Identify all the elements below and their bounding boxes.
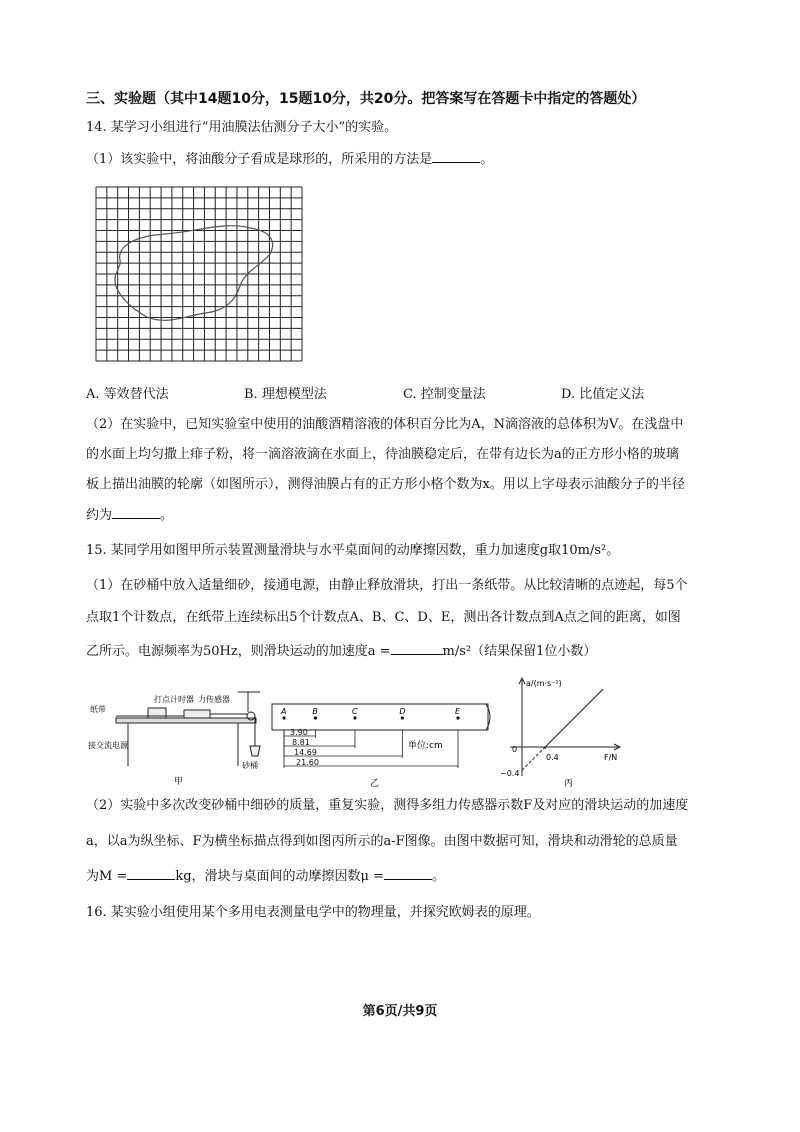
q14-part2-line-1: （2）在实验中，已知实验室中使用的油酸酒精溶液的体积百分比为A，N滴溶液的总体积为V。在浅盘中 [86, 417, 684, 432]
q15-part1-line-2: 点取1个计数点，在纸带上连续标出5个计数点A、B、C、D、E，测出各计数点到A点之间的距离，如图 [86, 610, 681, 625]
q14-part1-text: （1）该实验中，将油酸分子看成是球形的，所采用的方法是 [86, 152, 433, 167]
caption-yi: 乙 [370, 779, 380, 788]
q15-part2-last-prefix: 为M = [86, 869, 128, 884]
a-f-extrapolated-line [522, 747, 545, 770]
caption-bing: 丙 [564, 779, 574, 788]
q14-option-a: A. 等效替代法 [86, 387, 169, 402]
q14-part2-line-4 [86, 505, 173, 526]
q15-part1-line-1: （1）在砂桶中放入适量细砂，接通电源，由静止释放滑块，打出一条纸带。从比较清晰的点迹起，每5个 [86, 578, 688, 593]
q14-part2-line-2: 的水面上均匀撒上痱子粉，将一滴溶液滴在水面上，待油膜稳定后，在带有边长为a的正方形小格的玻璃 [86, 447, 679, 462]
q15-part2-line-1: （2）实验中多次改变砂桶中细砂的质量，重复实验，测得多组力传感器示数F及对应的滑块运动的加速度 [86, 798, 689, 813]
q15-part2-last-mid: kg，滑块与桌面间的动摩擦因数μ = [175, 869, 385, 884]
label-tape: 纸带 [90, 705, 106, 714]
tape-point [353, 716, 356, 719]
tape-point-label: A [281, 707, 287, 716]
q14-part2-line-3: 板上描出油膜的轮廓（如图所示），测得油膜占有的正方形小格个数为x。用以上字母表示油酸分子的半径 [86, 477, 685, 492]
q14-part2-end-suffix: 。 [160, 508, 174, 523]
q15-part2-line-3 [86, 866, 445, 887]
q14-option-b: B. 理想模型法 [244, 387, 327, 402]
label-timer: 打点计时器 [154, 695, 194, 704]
oil-film-grid-figure [95, 186, 303, 362]
label-sensor: 力传感器 [198, 695, 230, 704]
dim-value: 21.60 [296, 758, 319, 767]
tape-point-label: C [351, 707, 358, 716]
q14-part1-blank [432, 149, 480, 163]
q14-part2-end-prefix: 约为 [86, 508, 113, 523]
q15-part2-line-2: a，以a为纵坐标、F为横坐标描点得到如图丙所示的a-F图像。由图中数据可知，滑块和动滑轮的总质量 [86, 834, 678, 849]
q14-part1 [86, 149, 493, 170]
page-footer: 第6页/共9页 [362, 1004, 438, 1019]
tape-unit: 单位:cm [408, 741, 443, 751]
x-axis-label: F/N [604, 753, 618, 762]
y-axis-label: a/(m·s⁻²) [526, 679, 562, 688]
slider-block [184, 710, 210, 718]
y-intercept-label: −0.4 [500, 769, 520, 778]
figure-yi-paper-tape [270, 694, 500, 788]
table-top [116, 718, 256, 723]
q14-stem: 14. 某学习小组进行“用油膜法估测分子大小”的实验。 [86, 120, 398, 135]
q14-option-d: D. 比值定义法 [561, 387, 645, 402]
q15-part2-blank-mu [384, 866, 432, 880]
section-title: 三、实验题（其中14题10分，15题10分，共20分。把答案写在答题卡中指定的答题处） [86, 91, 646, 107]
q16-stem: 16. 某实验小组使用某个多用电表测量电学中的物理量，并探究欧姆表的原理。 [86, 905, 540, 920]
label-bucket: 砂桶 [242, 761, 258, 770]
tape-point [456, 716, 459, 719]
figure-jia-apparatus [88, 676, 268, 788]
a-f-data-line [545, 689, 603, 747]
q15-part2-blank-mass [127, 866, 175, 880]
q14-option-c: C. 控制变量法 [403, 387, 486, 402]
x-intercept-label: 0.4 [546, 753, 559, 762]
figure-bing-a-f-chart [500, 676, 630, 788]
origin-label: 0 [512, 745, 518, 754]
dim-value: 8.81 [292, 738, 310, 747]
tape-point-label: E [455, 707, 461, 716]
dim-value: 3.90 [290, 728, 308, 737]
q15-part1-blank [391, 641, 443, 655]
q15-part1-line-3 [86, 641, 596, 662]
q14-part1-end: 。 [480, 152, 494, 167]
caption-jia: 甲 [174, 777, 184, 787]
q15-part1-last-prefix: 乙所示。电源频率为50Hz，则滑块运动的加速度a = [86, 644, 391, 659]
tape-point [401, 716, 404, 719]
q15-part2-last-suffix: 。 [432, 869, 446, 884]
tape-point-label: B [312, 707, 318, 716]
q15-stem: 15. 某同学用如图甲所示装置测量滑块与水平桌面间的动摩擦因数，重力加速度g取10m/s²。 [86, 543, 620, 558]
tape-point [314, 716, 317, 719]
dim-value: 14.69 [294, 748, 317, 757]
q15-part1-last-suffix: m/s²（结果保留1位小数） [442, 644, 597, 659]
q14-part2-blank [112, 505, 160, 519]
tape-point-label: D [399, 707, 406, 716]
tape-point [282, 716, 285, 719]
label-power: 接交流电源 [88, 741, 128, 750]
sand-bucket-icon [250, 746, 260, 756]
